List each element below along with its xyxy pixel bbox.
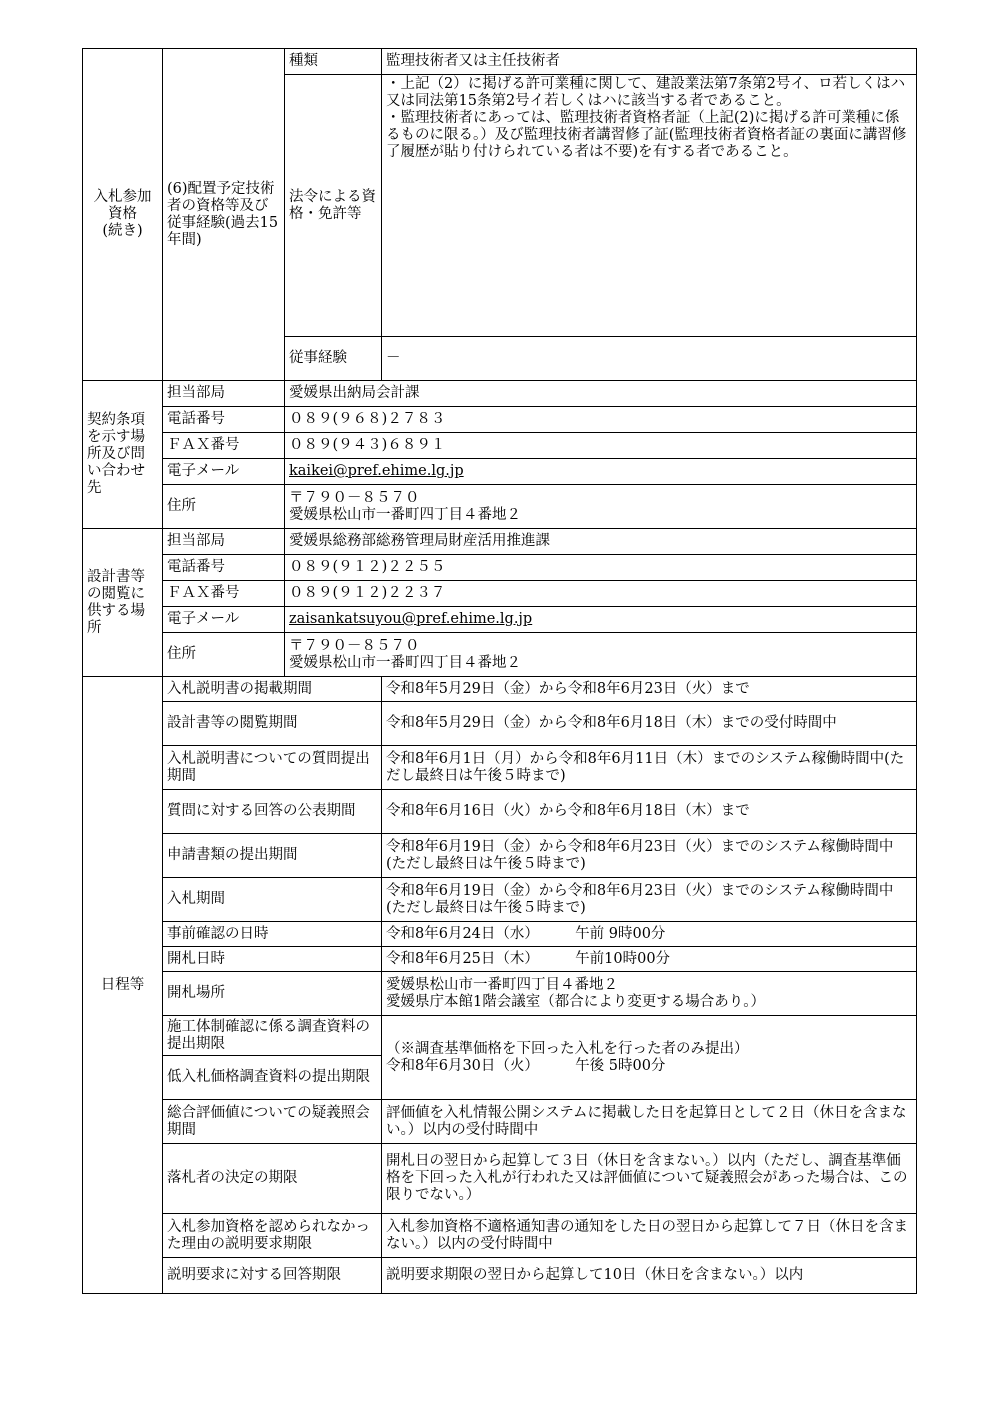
row-value: ・上記（2）に掲げる許可業種に関して、建設業法第7条第2号イ、ロ若しくはハ又は同法第15条第2号イ若しくはハに該当する者であること。 ・監理技術者にあっては、監理技術者資格者証（上記(2)に掲げる許可業種に係るものに限る。）及び監理技術者講習修了証(監理技術者資格者証の裏面に講習修了履歴が貼り付けられている者は不要)を有する者であること。: [382, 75, 917, 337]
schedule-value: 令和8年6月1日（月）から令和8年6月11日（木）までのシステム稼働時間中(ただし最終日は午後５時まで): [382, 746, 917, 790]
schedule-label: 設計書等の閲覧期間: [163, 702, 382, 746]
email-link[interactable]: zaisankatsuyou@pref.ehime.lg.jp: [289, 611, 533, 627]
row-value: －: [382, 337, 917, 381]
row-label: 従事経験: [285, 337, 382, 381]
phone-number: ０８９(９１２)２２５５: [285, 555, 917, 581]
schedule-label: 質問に対する回答の公表期間: [163, 790, 382, 834]
schedule-label: 開札場所: [163, 972, 382, 1016]
row-label: 電話番号: [163, 407, 285, 433]
schedule-value: 令和8年6月16日（火）から令和8年6月18日（木）まで: [382, 790, 917, 834]
row-label: 電子メール: [163, 459, 285, 485]
design-docs-section-label: 設計書等の閲覧に供する場所: [83, 529, 163, 677]
schedule-label: 低入札価格調査資料の提出期限: [163, 1056, 382, 1100]
row-value: 愛媛県出納局会計課: [285, 381, 917, 407]
fax-number: ０８９(９１２)２２３７: [285, 581, 917, 607]
contract-contact-section-label: 契約条項を示す場所及び問い合わせ先: [83, 381, 163, 529]
schedule-value: 令和8年6月19日（金）から令和8年6月23日（火）までのシステム稼働時間中(ただし最終日は午後５時まで): [382, 878, 917, 922]
address: 〒７９０－８５７０ 愛媛県松山市一番町四丁目４番地２: [285, 485, 917, 529]
schedule-value: 令和8年5月29日（金）から令和8年6月18日（木）までの受付時間中: [382, 702, 917, 746]
schedule-label: 申請書類の提出期間: [163, 834, 382, 878]
schedule-value: 令和8年6月25日（木） 午前10時00分: [382, 947, 917, 972]
schedule-label: 開札日時: [163, 947, 382, 972]
schedule-value: 評価値を入札情報公開システムに掲載した日を起算日として２日（休日を含まない。）以内の受付時間中: [382, 1100, 917, 1144]
qualification-subsection-label: (6)配置予定技術者の資格等及び従事経験(過去15年間): [163, 49, 285, 381]
schedule-value: 令和8年5月29日（金）から令和8年6月23日（火）まで: [382, 677, 917, 702]
phone-number: ０８９(９６８)２７８３: [285, 407, 917, 433]
row-label: ＦＡＸ番号: [163, 581, 285, 607]
schedule-label: 落札者の決定の期限: [163, 1144, 382, 1214]
schedule-value: 愛媛県松山市一番町四丁目４番地２ 愛媛県庁本館1階会議室（都合により変更する場合あり。）: [382, 972, 917, 1016]
schedule-label: 事前確認の日時: [163, 922, 382, 947]
address: 〒７９０－８５７０ 愛媛県松山市一番町四丁目４番地２: [285, 633, 917, 677]
row-label: 電子メール: [163, 607, 285, 633]
row-label: ＦＡＸ番号: [163, 433, 285, 459]
schedule-label: 入札期間: [163, 878, 382, 922]
row-label: 電話番号: [163, 555, 285, 581]
schedule-label: 総合評価値についての疑義照会期間: [163, 1100, 382, 1144]
row-value: 監理技術者又は主任技術者: [382, 49, 917, 75]
fax-number: ０８９(９４３)６８９１: [285, 433, 917, 459]
schedule-value: 説明要求期限の翌日から起算して10日（休日を含まない。）以内: [382, 1258, 917, 1294]
email-cell: [285, 459, 917, 485]
schedule-label: 説明要求に対する回答期限: [163, 1258, 382, 1294]
schedule-value: 令和8年6月19日（金）から令和8年6月23日（火）までのシステム稼働時間中(ただし最終日は午後５時まで): [382, 834, 917, 878]
row-label: 住所: [163, 485, 285, 529]
email-cell: [285, 607, 917, 633]
row-label: 住所: [163, 633, 285, 677]
schedule-label: 入札説明書についての質問提出期間: [163, 746, 382, 790]
schedule-value: （※調査基準価格を下回った入札を行った者のみ提出） 令和8年6月30日（火） 午後 5時00分: [382, 1016, 917, 1100]
row-value: 愛媛県総務部総務管理局財産活用推進課: [285, 529, 917, 555]
row-label: 担当部局: [163, 529, 285, 555]
schedule-label: 入札説明書の掲載期間: [163, 677, 382, 702]
schedule-value: 令和8年6月24日（水） 午前 9時00分: [382, 922, 917, 947]
schedule-section-label: 日程等: [83, 677, 163, 1294]
schedule-label: 入札参加資格を認められなかった理由の説明要求期限: [163, 1214, 382, 1258]
row-label: 担当部局: [163, 381, 285, 407]
schedule-value: 入札参加資格不適格通知書の通知をした日の翌日から起算して７日（休日を含まない。）以内の受付時間中: [382, 1214, 917, 1258]
row-label: 法令による資格・免許等: [285, 75, 382, 337]
bid-notice-table: [82, 48, 917, 1294]
schedule-value: 開札日の翌日から起算して３日（休日を含まない。）以内（ただし、調査基準価格を下回った入札が行われた又は評価値について疑義照会があった場合は、この限りでない。）: [382, 1144, 917, 1214]
row-label: 種類: [285, 49, 382, 75]
schedule-label: 施工体制確認に係る調査資料の提出期限: [163, 1016, 382, 1056]
email-link[interactable]: kaikei@pref.ehime.lg.jp: [289, 463, 464, 479]
qualification-section-label: 入札参加 資格 (続き): [83, 49, 163, 381]
